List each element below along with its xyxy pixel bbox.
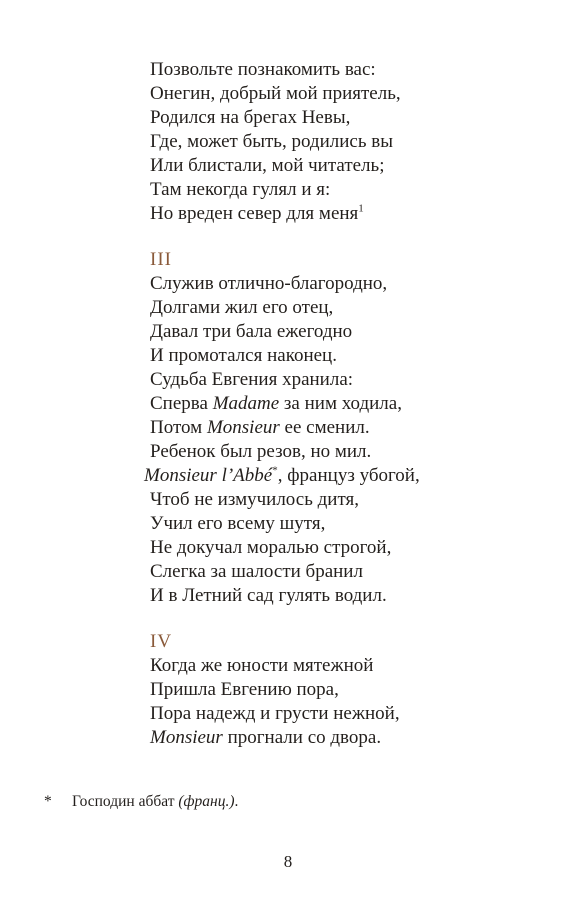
verse-line: Когда же юности мятежной	[150, 655, 374, 676]
stanza-4	[150, 630, 530, 750]
verse-line: Там некогда гулял и я:	[150, 179, 331, 200]
verse-line: Чтоб не измучилось дитя,	[150, 489, 359, 510]
stanza-number: III	[150, 249, 172, 270]
verse-line: Служив отлично-благородно,	[150, 273, 388, 294]
verse-line: Долгами жил его отец,	[150, 297, 334, 318]
verse-line: Учил его всему шутя,	[150, 513, 326, 534]
verse-line: И промотался наконец.	[150, 345, 337, 366]
footnote-reference: 1	[358, 202, 364, 215]
verse-line: Родился на брегах Невы,	[150, 107, 351, 128]
verse-line: Или блистали, мой читатель;	[150, 155, 385, 176]
stanza-2	[150, 58, 530, 226]
verse-line: Слегка за шалости бранил	[150, 561, 363, 582]
footnote-end: .	[234, 793, 239, 810]
italic-word: Monsieur l’Abbé	[144, 465, 273, 486]
verse-line	[144, 464, 530, 488]
verse-line	[150, 416, 530, 440]
verse-line	[150, 726, 530, 750]
verse-line: Судьба Евгения хранила:	[150, 369, 354, 390]
footnote-reference: *	[272, 464, 278, 477]
stanza-number: IV	[150, 631, 173, 652]
verse-line	[150, 392, 530, 416]
verse-text: Но вреден север для меня	[150, 203, 359, 224]
poem-text	[144, 58, 530, 750]
verse-line: Где, может быть, родились вы	[150, 131, 393, 152]
verse-text: за ним ходила,	[279, 393, 402, 414]
stanza-3	[144, 248, 530, 608]
verse-text: Сперва	[150, 393, 213, 414]
verse-text: Потом	[150, 417, 207, 438]
footnote-mark: *	[44, 793, 52, 810]
footnote	[44, 792, 238, 812]
italic-word: Madame	[212, 393, 280, 414]
verse-line: Онегин, добрый мой приятель,	[150, 83, 401, 104]
verse-line: И в Летний сад гулять водил.	[150, 585, 387, 606]
italic-word: Monsieur	[206, 417, 280, 438]
verse-line: Давал три бала ежегодно	[150, 321, 353, 342]
footnote-language-note: (франц.)	[178, 793, 235, 810]
verse-text: ее сменил.	[279, 417, 370, 438]
verse-line	[150, 202, 530, 226]
verse-line: Пришла Евгению пора,	[150, 679, 339, 700]
footnote-text: Господин аббат	[72, 793, 179, 810]
verse-line: Ребенок был резов, но мил.	[150, 441, 372, 462]
verse-line: Не докучал моралью строгой,	[150, 537, 392, 558]
verse-line: Пора надежд и грусти нежной,	[150, 703, 400, 724]
verse-text: , француз убогой,	[277, 465, 420, 486]
verse-line: Позвольте познакомить вас:	[150, 59, 376, 80]
italic-word: Monsieur	[150, 727, 223, 748]
verse-text: прогнали со двора.	[222, 727, 382, 748]
page-number: 8	[283, 852, 293, 871]
